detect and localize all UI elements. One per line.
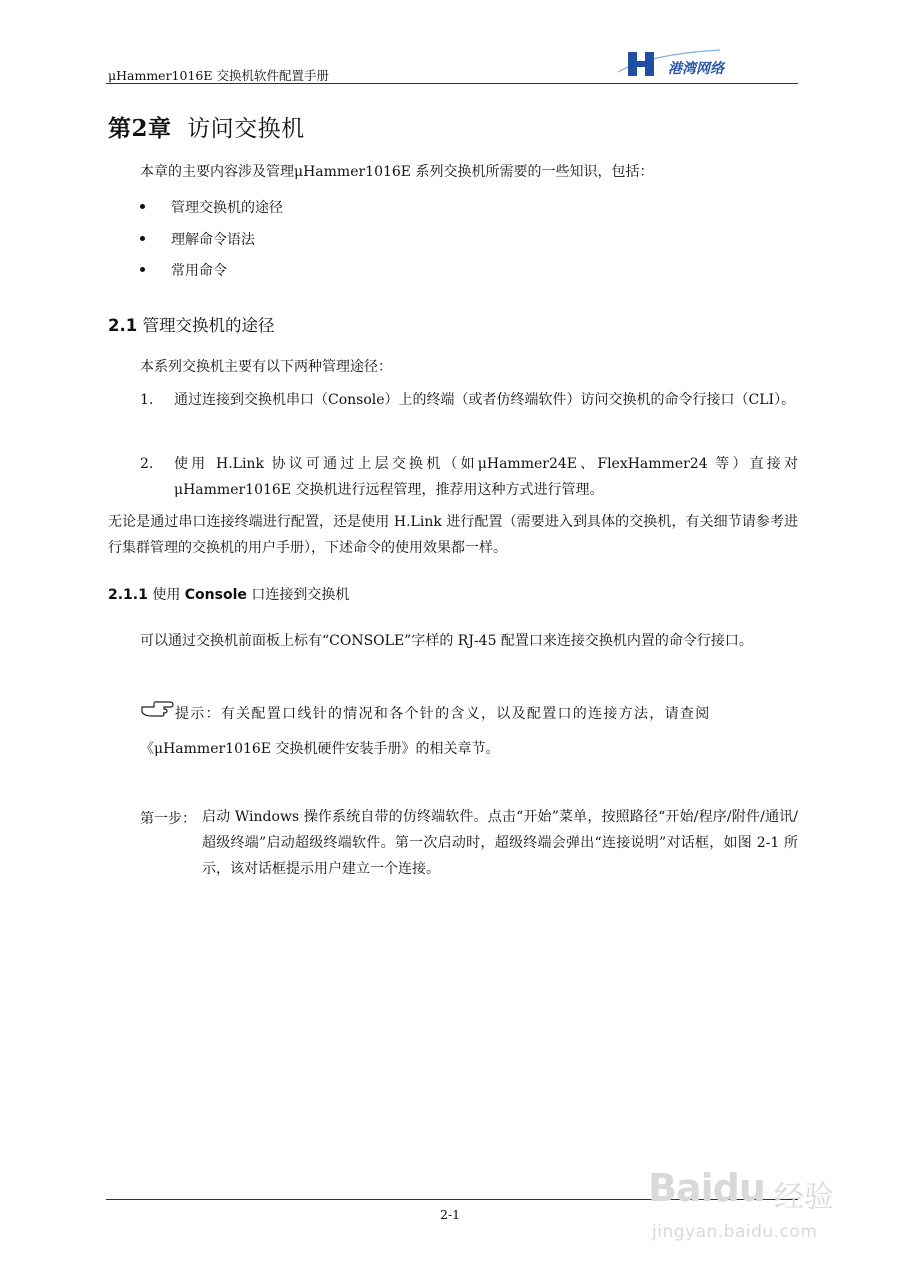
watermark-url: jingyan.baidu.com: [652, 1222, 818, 1242]
bullet-icon: [140, 204, 145, 209]
list-item: 常用命令: [140, 260, 227, 280]
logo-text: 港湾网络: [668, 61, 724, 77]
header-title: μHammer1016E 交换机软件配置手册: [108, 68, 329, 83]
list-item: 理解命令语法: [140, 229, 255, 249]
step-text: 启动 Windows 操作系统自带的仿终端软件。点击“开始”菜单，按照路径“开始/程序/附件/通讯/超级终端”启动超级终端软件。第一次启动时，超级终端会弹出“连接说明”对话框，如图 2-1 所示，该对话框提示用户建立一个连接。: [202, 809, 798, 877]
chapter-intro: 本章的主要内容涉及管理μHammer1016E 系列交换机所需要的一些知识，包括：: [140, 164, 654, 180]
section-heading: 2.1 管理交换机的途径: [108, 316, 275, 335]
subsection-paragraph: 可以通过交换机前面板上标有“CONSOLE”字样的 RJ-45 配置口来连接交换机内置的命令行接口。: [140, 633, 753, 649]
tip-text: 提示：有关配置口线针的情况和各个针的含义，以及配置口的连接方法，请查阅: [175, 706, 711, 722]
pointing-hand-icon: [140, 698, 174, 718]
chapter-title: [108, 110, 305, 143]
chapter-name: 访问交换机: [187, 116, 305, 142]
subsection-heading: 2.1.1 使用 Console 口连接到交换机: [108, 587, 350, 603]
section-intro: 本系列交换机主要有以下两种管理途径：: [140, 359, 392, 375]
list-item: 管理交换机的途径: [140, 197, 283, 217]
bullet-icon: [140, 236, 145, 241]
bullet-icon: [140, 267, 145, 272]
list-item-text: 通过连接到交换机串口（Console）上的终端（或者仿终端软件）访问交换机的命令行接口（CLI）。: [174, 392, 796, 408]
list-item-text: 使用 H.Link 协议可通过上层交换机（如μHammer24E、FlexHammer24 等）直接对μHammer1016E 交换机进行远程管理，推荐用这种方式进行管理。: [174, 456, 798, 498]
chapter-number: 第2章: [108, 115, 172, 142]
list-number: 2.: [140, 456, 154, 472]
tip-text-continued: 《μHammer1016E 交换机硬件安装手册》的相关章节。: [140, 741, 500, 757]
section-note: 无论是通过串口连接终端进行配置，还是使用 H.Link 进行配置（需要进入到具体的交换机，有关细节请参考进行集群管理的交换机的用户手册），下述命令的使用效果都一样。: [108, 514, 798, 556]
watermark-brand: Baidu: [648, 1166, 765, 1210]
list-number: 1.: [140, 392, 154, 408]
watermark-label: 经验: [774, 1180, 834, 1215]
step-label: 第一步：: [140, 811, 196, 827]
header-divider: [106, 83, 798, 84]
page-number: 2-1: [440, 1207, 461, 1222]
